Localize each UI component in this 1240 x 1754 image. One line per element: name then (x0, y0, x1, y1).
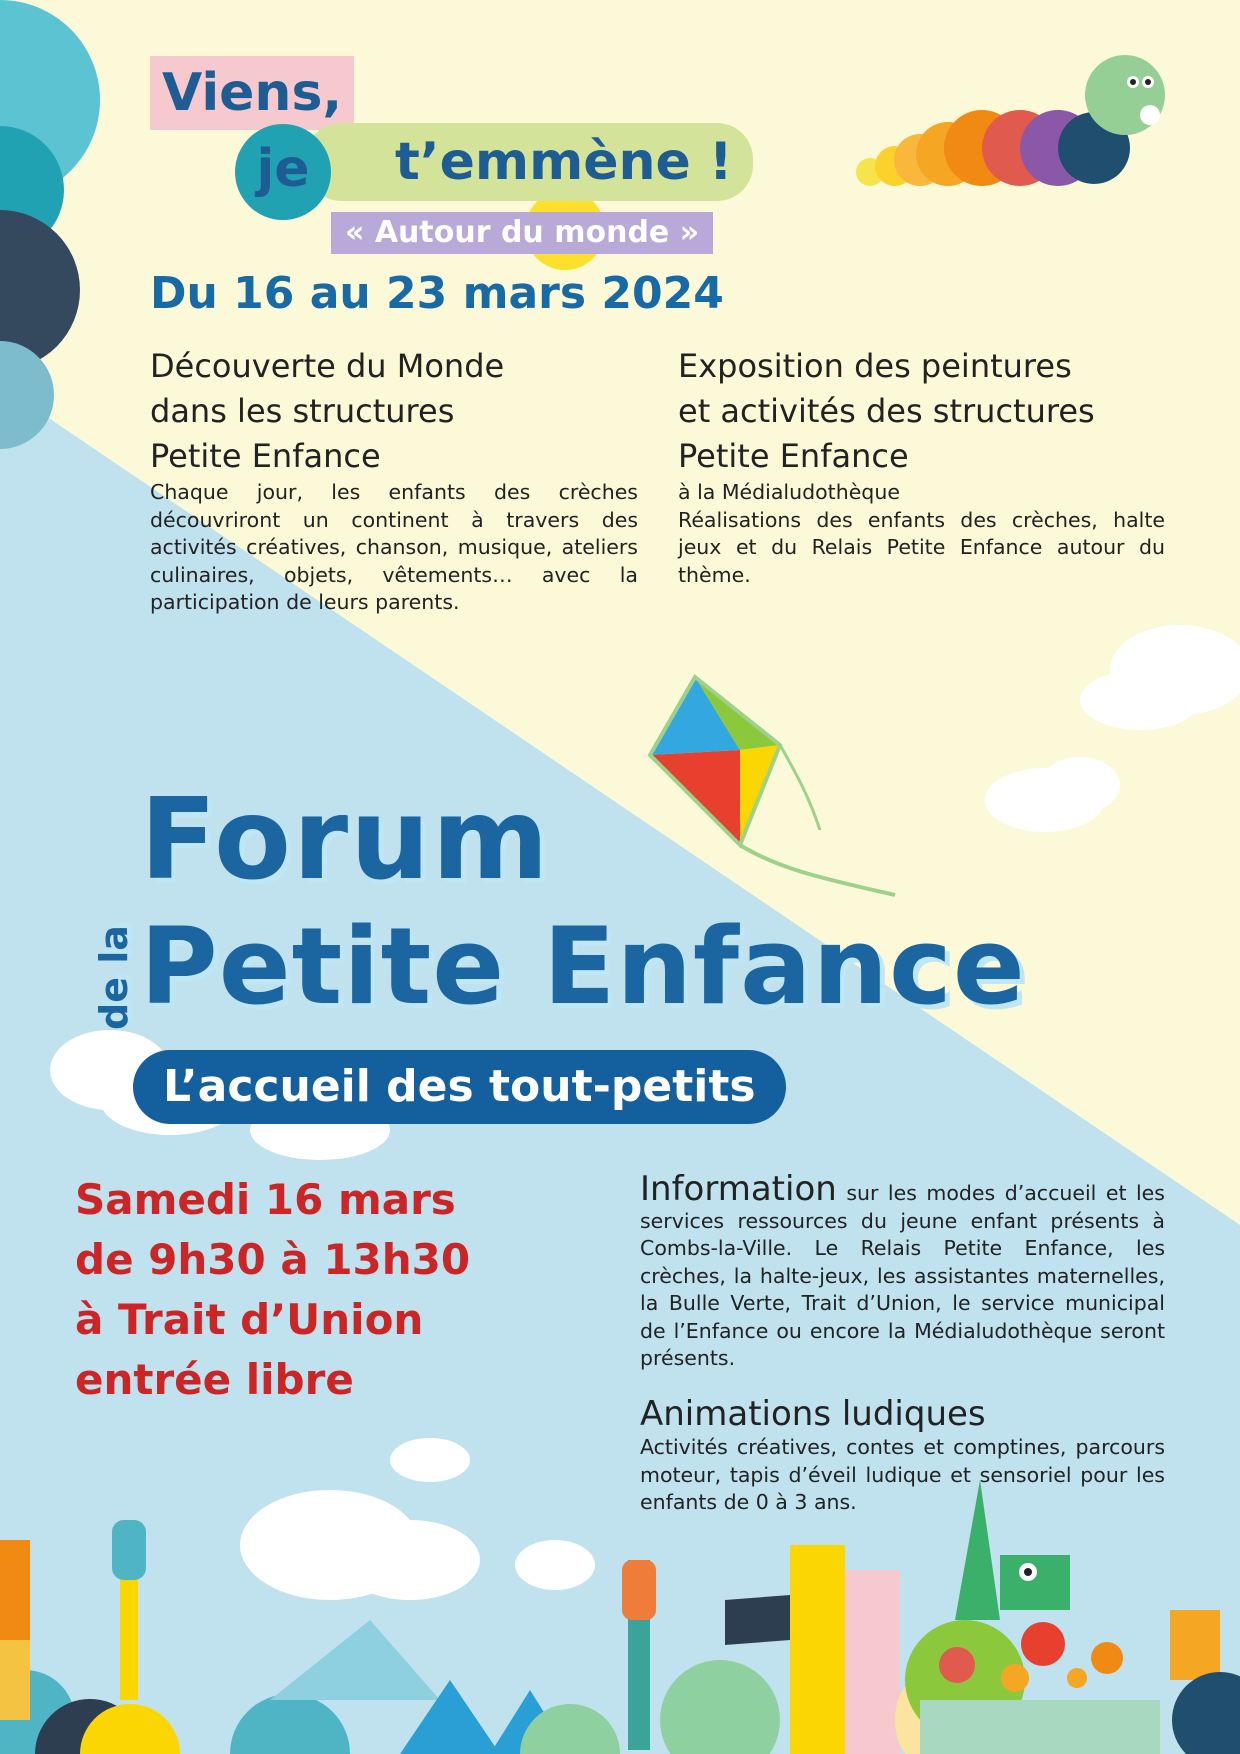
information-text: sur les modes d’accueil et les services ressources du jeune enfant présents à Combs-la-Ville. Le Relais Petite Enfance, les crèches, la halte-jeux, les assistantes maternelles, la Bulle Verte, Trait d’Union, le service municipal de l’Enfance ou encore la Médialudothèque seront présents. (640, 1181, 1165, 1370)
header-je-circle: je (235, 124, 331, 220)
header-temmene: t’emmène ! (305, 123, 753, 201)
event-line: de 9h30 à 13h30 (75, 1235, 471, 1284)
theme-label: « Autour du monde » (331, 212, 713, 254)
animations-title: Animations ludiques (640, 1394, 986, 1434)
dates-heading: Du 16 au 23 mars 2024 (150, 268, 724, 319)
left-title-line: dans les structures (150, 392, 455, 430)
header-viens: Viens, (150, 56, 354, 130)
left-column (150, 344, 638, 617)
right-column-location: à la Médialudothèque (678, 480, 900, 504)
right-column-title (678, 344, 1165, 479)
right-title-line: Exposition des peintures (678, 347, 1072, 385)
left-title-line: Découverte du Monde (150, 347, 505, 385)
animations-text: Activités créatives, contes et comptines, parcours moteur, tapis d’éveil ludique et sensoriel pour les enfants de 0 à 3 ans. (640, 1435, 1165, 1514)
event-details (75, 1170, 470, 1410)
forum-connector: de la (92, 925, 136, 1030)
event-line: entrée libre (75, 1355, 354, 1404)
forum-subtitle: L’accueil des tout-petits (133, 1050, 786, 1124)
right-column (678, 344, 1165, 589)
right-title-line: Petite Enfance (678, 437, 909, 475)
event-line: Samedi 16 mars (75, 1175, 456, 1224)
forum-title: Forum (140, 775, 551, 905)
right-column-text: Réalisations des enfants des crèches, halte jeux et du Relais Petite Enfance autour du thème. (678, 507, 1165, 587)
right-title-line: et activités des structures (678, 392, 1095, 430)
event-line: à Trait d’Union (75, 1295, 424, 1344)
information-title: Information (640, 1169, 837, 1209)
left-column-text: Chaque jour, les enfants des crèches découvriront un continent à travers des activités créatives, chanson, musique, ateliers culinaires, objets, vêtements… avec la participation de leurs parents. (150, 480, 638, 614)
left-column-title (150, 344, 638, 479)
information-block (640, 1169, 1165, 1373)
forum-petite-enfance: Petite Enfance (140, 905, 1026, 1028)
animations-block (640, 1394, 1165, 1517)
left-title-line: Petite Enfance (150, 437, 381, 475)
